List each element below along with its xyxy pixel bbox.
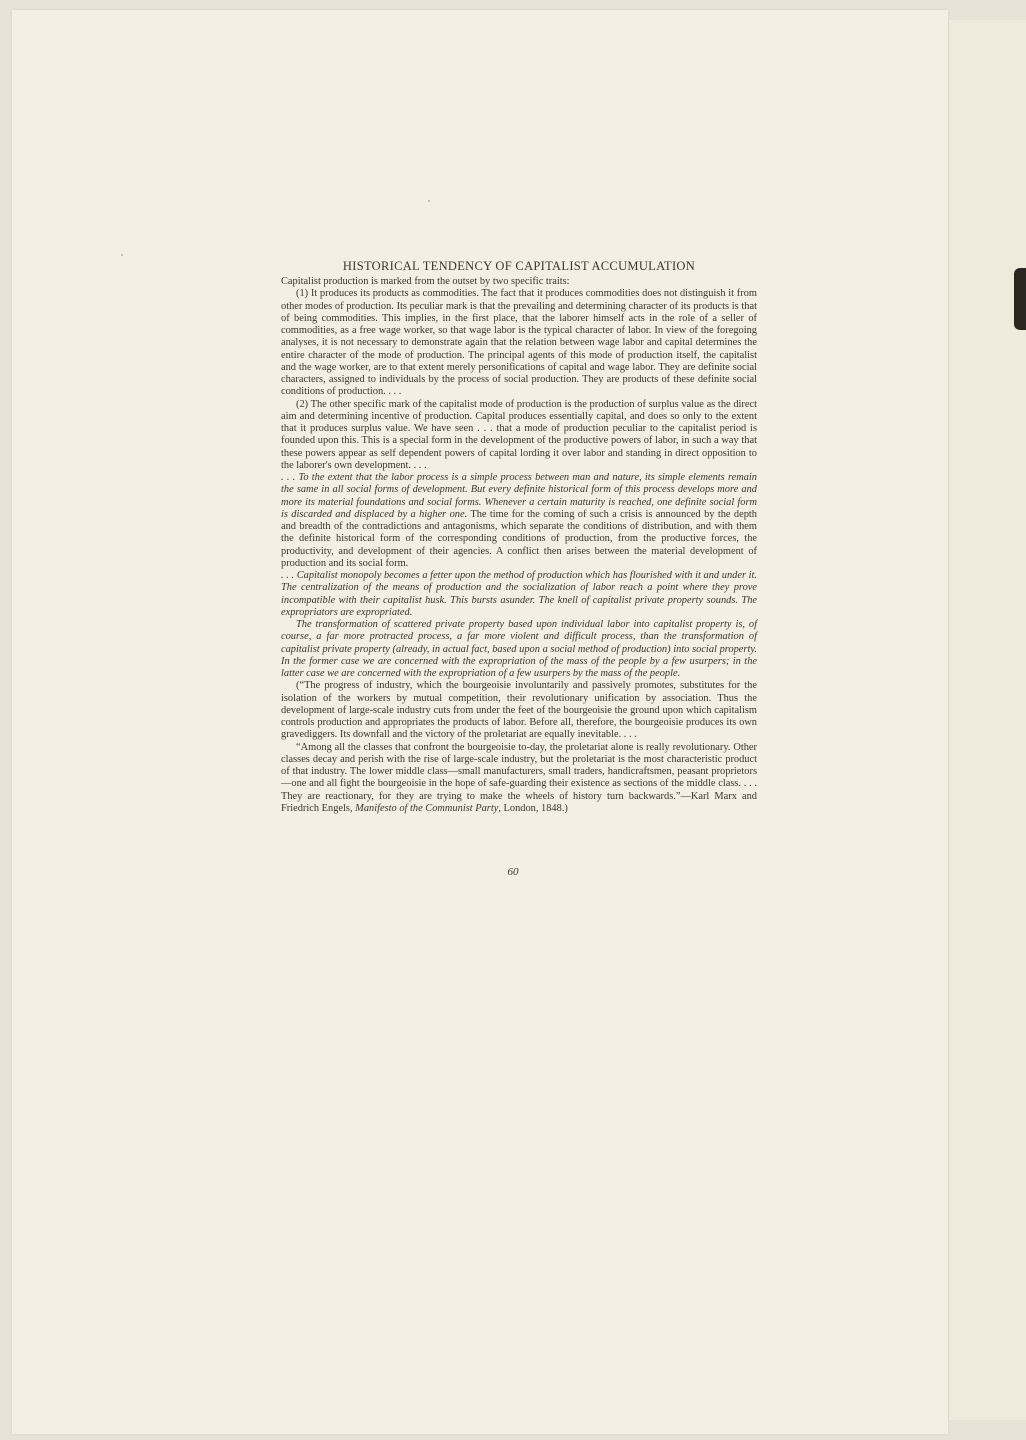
paragraph-italic-text: The transformation of scattered private property based upon individual labor into capitalist property is, of course, a far more protracted process, a far more violent and difficult process, than the transformation of capitalist private property (already, in actual fact, based upon a social method of production) into social property. In the former case we are concerned with the expropriation of the mass of the people by a few usurpers; in the latter case we are concerned with the expropriation of a few usurpers by the mass of the people. [281, 619, 757, 679]
paragraph-text: Capitalist production is marked from the outset by two specific traits: [281, 276, 570, 287]
paper-speck [121, 254, 123, 256]
paragraph-monopoly [281, 570, 757, 619]
paragraph-transformation [281, 619, 757, 680]
binder-clip [1014, 268, 1026, 330]
citation-tail: , London, 1848.) [498, 802, 568, 814]
paragraph-text: (1) It produces its products as commodities. The fact that it produces commodities does not distinguish it from other modes of production. Its peculiar mark is that the prevailing and determining character of its products is that of being commodities. This implies, in the first place, that the laborer himself acts in the role of a seller of commodities, as a free wage worker, so that wage labor is the typical character of labor. In view of the foregoing analyses, it is not necessary to demonstrate again that the relation between wage labor and capital determines the entire character of the mode of production. The principal agents of this mode of production itself, the capitalist and the wage worker, are to that extent merely personifications of capital and wage labor. They are definite social characters, assigned to individuals by the process of social production. They are products of these definite social conditions of production. . . . [281, 288, 757, 398]
page-number: 60 [507, 866, 519, 878]
citation-title: Manifesto of the Communist Party [355, 802, 499, 814]
paragraph-italic-text: . . . Capitalist monopoly becomes a fetter upon the method of production which has flourished with it and under it. The centralization of the means of production and the socialization of labor reach a point where they prove incompatible with their capitalist husk. This bursts asunder. The knell of capitalist private property sounds. The expropriators are expropriated. [281, 570, 757, 618]
page-title: HISTORICAL TENDENCY OF CAPITALIST ACCUMULATION [342, 259, 696, 273]
paragraph-text: (“The progress of industry, which the bourgeoisie involuntarily and passively promotes, substitutes for the isolation of the workers by mutual competition, their revolutionary unification by association. Thus the development of large-scale industry cuts from under the feet of the bourgeoisie the ground upon which capitalism controls production and appropriates the products of labor. Before all, therefore, the bourgeoisie produces its own gravediggers. Its downfall and the victory of the proletariat are equally inevitable. . . . [281, 680, 757, 741]
adjacent-sheet-edge [948, 20, 1026, 1420]
paragraph-text: “Among all the classes that confront the bourgeoisie to-day, the proletariat alone is really revolutionary. Other classes decay and perish with the rise of large-scale industry, but the proletariat is the most characteristic product of that industry. The lower middle class—small manufacturers, small traders, handicraftsmen, peasant proprietors—one and all fight the bourgeoisie in the hope of safe-guarding their existence as sections of the middle class. . . . They are reactionary, for they are trying to make the wheels of history turn backwards.”—Karl Marx and Friedrich Engels, [281, 741, 757, 814]
paragraph-intro [281, 276, 757, 288]
paragraph-labor-process [281, 472, 757, 570]
paragraph-trait-2 [281, 399, 757, 473]
paragraph-text: (2) The other specific mark of the capitalist mode of production is the production of surplus value as the direct aim and determining incentive of production. Capital produces essentially capital, and does so only to the extent that it produces surplus value. We have seen . . . that a mode of production peculiar to the capitalist period is founded upon this. This is a special form in the development of the productive powers of labor, in such a way that these powers appear as self dependent powers of capital lording it over labor and standing in direct opposition to the laborer's own development. . . . [281, 398, 757, 471]
paper-speck [428, 200, 430, 202]
paragraph-manifesto-quote [281, 742, 757, 816]
article-body [281, 259, 757, 815]
paragraph-text: The time for the coming of such a crisis is announced by the depth and breadth of the contradictions and antagonisms, which separate the conditions of distribution, and with them the definite historical form of the corresponding conditions of production, from the productive forces, the productivity, and development of their agencies. A conflict then arises between the material development of production and its social form. [281, 508, 757, 569]
paragraph-trait-1 [281, 288, 757, 398]
paragraph-italic-text: . . . To the extent that the labor process is a simple process between man and nature, its simple elements remain the same in all social forms of development. But every definite historical form of this process develops more and more its material foundations and social forms. Whenever a certain maturity is reached, one definite social form is discarded and displaced by a higher one. [281, 472, 757, 520]
paragraph-progress-of-industry [281, 680, 757, 741]
